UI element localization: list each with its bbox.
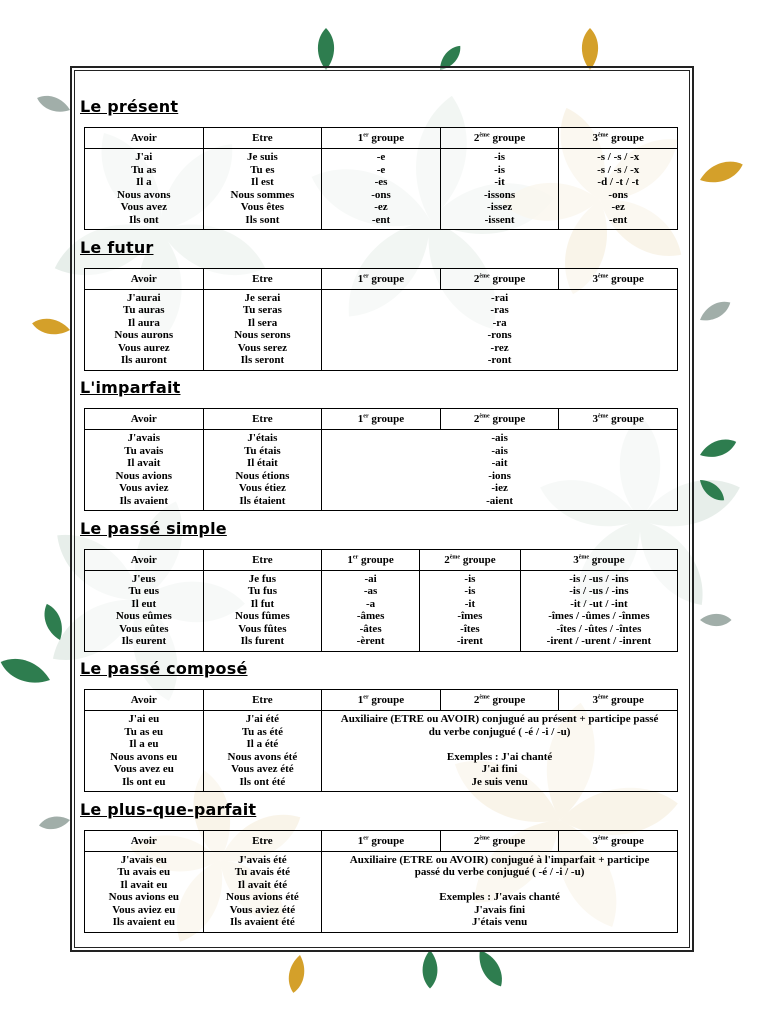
header-group-1: 1er groupe <box>322 268 441 289</box>
cell-group-3: -is / -us / -ins -is / -us / -ins -it / -ut / -int -îmes / -ûmes / -înmes -îtes / -ûtes / -întes -irent / -urent / -inrent <box>520 570 677 651</box>
heading-futur: Le futur <box>80 237 154 257</box>
header-group-2: 2ème groupe <box>440 690 559 711</box>
header-group-3: 3ème groupe <box>520 549 677 570</box>
cell-etre: Je serai Tu seras Il sera Nous serons Vous serez Ils seront <box>203 289 322 370</box>
heading-passe-simple: Le passé simple <box>80 518 227 538</box>
table-row <box>85 430 678 511</box>
table-row <box>85 711 678 792</box>
heading-imparfait: L'imparfait <box>80 378 181 397</box>
table-present <box>84 127 678 230</box>
cell-etre: Je fus Tu fus Il fut Nous fûmes Vous fûtes Ils furent <box>203 570 322 651</box>
header-group-2: 2ème groupe <box>440 830 559 851</box>
header-group-2: 2ème groupe <box>440 409 559 430</box>
cell-avoir: J'aurai Tu auras Il aura Nous aurons Vous aurez Ils auront <box>85 289 204 370</box>
section-passe-simple <box>80 517 680 658</box>
header-avoir: Avoir <box>85 268 204 289</box>
cell-avoir: J'ai Tu as Il a Nous avons Vous avez Ils ont <box>85 149 204 230</box>
rule-text-line-1: Auxiliaire (ETRE ou AVOIR) conjugué au présent + participe passé <box>340 713 659 725</box>
section-present <box>80 95 680 236</box>
header-avoir: Avoir <box>85 830 204 851</box>
header-group-2: 2ème groupe <box>420 549 521 570</box>
cell-endings-all-groups: -ais -ais -ait -ions -iez -aient <box>322 430 678 511</box>
heading-passe-compose: Le passé composé <box>80 659 248 678</box>
header-etre: Etre <box>203 268 322 289</box>
header-etre: Etre <box>203 690 322 711</box>
header-group-3: 3ème groupe <box>559 409 678 430</box>
cell-group-2: -is -is -it -îmes -îtes -irent <box>420 570 521 651</box>
table-header-row <box>85 549 678 570</box>
table-header-row <box>85 830 678 851</box>
table-row <box>85 289 678 370</box>
cell-formation-rule <box>322 851 678 932</box>
header-etre: Etre <box>203 549 322 570</box>
header-avoir: Avoir <box>85 690 204 711</box>
table-header-row <box>85 268 678 289</box>
table-row <box>85 851 678 932</box>
cell-etre: Je suis Tu es Il est Nous sommes Vous êtes Ils sont <box>203 149 322 230</box>
cell-etre: J'avais été Tu avais été Il avait été Nous avions été Vous aviez été Ils avaient été <box>203 851 322 932</box>
header-group-1: 1er groupe <box>322 128 441 149</box>
rule-text-line-1: Auxiliaire (ETRE ou AVOIR) conjugué à l'imparfait + participe <box>349 853 650 866</box>
cell-group-1: -e -e -es -ons -ez -ent <box>322 149 441 230</box>
header-group-3: 3ème groupe <box>559 830 678 851</box>
conjugation-sheet <box>80 95 680 938</box>
cell-group-2: -is -is -it -issons -issez -issent <box>440 149 559 230</box>
table-futur <box>84 268 678 371</box>
table-plus-que-parfait <box>84 830 678 933</box>
rule-text-line-2: du verbe conjugué ( -é / -i / -u) <box>428 725 571 738</box>
section-futur <box>80 236 680 377</box>
cell-group-3: -s / -s / -x -s / -s / -x -d / -t / -t -ons -ez -ent <box>559 149 678 230</box>
examples-label: Exemples : J'avais chanté <box>439 891 560 904</box>
heading-plus-que-parfait: Le plus-que-parfait <box>80 799 257 819</box>
table-row <box>85 570 678 651</box>
cell-avoir: J'avais Tu avais Il avait Nous avions Vous aviez Ils avaient <box>85 430 204 511</box>
table-passe-compose <box>84 689 678 792</box>
header-group-1: 1er groupe <box>322 690 441 711</box>
header-avoir: Avoir <box>85 409 204 430</box>
cell-avoir: J'eus Tu eus Il eut Nous eûmes Vous eûtes Ils eurent <box>85 570 204 651</box>
header-group-1: 1er groupe <box>322 409 441 430</box>
cell-etre: J'ai été Tu as été Il a été Nous avons été Vous avez été Ils ont été <box>203 711 322 792</box>
example-2: J'avais fini <box>474 903 526 916</box>
cell-group-1: -ai -as -a -âmes -âtes -èrent <box>322 570 420 651</box>
header-etre: Etre <box>203 409 322 430</box>
table-header-row <box>85 409 678 430</box>
header-etre: Etre <box>203 830 322 851</box>
header-group-1: 1er groupe <box>322 549 420 570</box>
table-row <box>85 149 678 230</box>
table-header-row <box>85 128 678 149</box>
header-avoir: Avoir <box>85 128 204 149</box>
example-3: J'étais venu <box>471 916 528 929</box>
header-group-1: 1er groupe <box>322 830 441 851</box>
example-3: Je suis venu <box>471 775 528 788</box>
heading-present: Le présent <box>80 97 179 116</box>
header-group-2: 2ème groupe <box>440 268 559 289</box>
example-2: J'ai fini <box>481 763 518 776</box>
table-header-row <box>85 690 678 711</box>
header-group-3: 3ème groupe <box>559 690 678 711</box>
table-imparfait <box>84 408 678 511</box>
header-group-3: 3ème groupe <box>559 268 678 289</box>
header-group-3: 3ème groupe <box>559 128 678 149</box>
header-etre: Etre <box>203 128 322 149</box>
header-group-2: 2ème groupe <box>440 128 559 149</box>
cell-avoir: J'avais eu Tu avais eu Il avait eu Nous avions eu Vous aviez eu Ils avaient eu <box>85 851 204 932</box>
cell-formation-rule <box>322 711 678 792</box>
section-imparfait <box>80 376 680 517</box>
cell-etre: J'étais Tu étais Il était Nous étions Vous étiez Ils étaient <box>203 430 322 511</box>
cell-avoir: J'ai eu Tu as eu Il a eu Nous avons eu Vous avez eu Ils ont eu <box>85 711 204 792</box>
examples-label: Exemples : J'ai chanté <box>446 750 553 763</box>
cell-endings-all-groups: -rai -ras -ra -rons -rez -ront <box>322 289 678 370</box>
header-avoir: Avoir <box>85 549 204 570</box>
section-passe-compose <box>80 657 680 798</box>
table-passe-simple <box>84 549 678 652</box>
section-plus-que-parfait <box>80 798 680 939</box>
rule-text-line-2: passé du verbe conjugué ( -é / -i / -u) <box>414 866 585 879</box>
